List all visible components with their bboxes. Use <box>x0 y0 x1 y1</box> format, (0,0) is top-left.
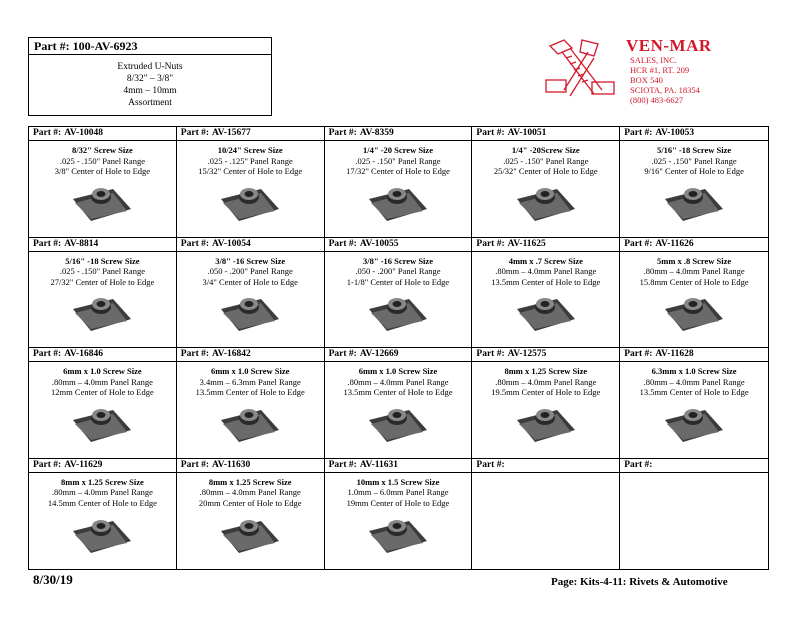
panel-range: .025 - .150" Panel Range <box>651 155 737 166</box>
part-cell <box>177 127 325 238</box>
u-nut-photo <box>29 179 176 231</box>
part-specs <box>29 252 176 288</box>
panel-range: .025 - .125" Panel Range <box>207 155 293 166</box>
brand-name: VEN-MAR <box>626 36 712 55</box>
u-nut-icon <box>659 289 729 337</box>
screw-size: 6mm x 1.0 Screw Size <box>210 366 290 376</box>
screw-size: 8mm x 1.25 Screw Size <box>61 476 144 487</box>
part-cell <box>177 459 325 570</box>
u-nut-photo <box>620 289 768 341</box>
part-specs <box>472 141 619 177</box>
header-part-label: Part #: <box>34 39 70 53</box>
part-cell <box>620 127 768 238</box>
part-number: AV-10053 <box>655 128 695 138</box>
u-nut-icon <box>215 511 285 559</box>
panel-range: .80mm – 4.0mm Panel Range <box>495 266 597 276</box>
u-nut-icon <box>511 289 581 337</box>
part-label: Part #: <box>328 238 357 249</box>
part-number-row <box>325 127 472 141</box>
u-nut-icon <box>67 179 137 227</box>
header-part-row <box>29 38 271 55</box>
part-number: AV-8359 <box>359 128 394 138</box>
hole-center: 3/8" Center of Hole to Edge <box>54 166 151 176</box>
part-number: AV-10055 <box>359 238 399 249</box>
part-cell <box>620 348 768 459</box>
part-cell <box>325 348 473 459</box>
part-number-row <box>472 127 619 141</box>
part-number: AV-11629 <box>64 459 103 470</box>
part-specs <box>325 252 472 288</box>
panel-range: .050 - .200" Panel Range <box>207 266 293 276</box>
part-number: AV-10054 <box>212 238 251 249</box>
screw-size: 8mm x 1.25 Screw Size <box>504 366 588 376</box>
u-nut-icon <box>659 400 729 448</box>
part-cell <box>29 459 177 570</box>
part-number: AV-15677 <box>212 128 251 138</box>
u-nut-icon <box>67 289 137 337</box>
description-line: Extruded U-Nuts <box>117 62 183 72</box>
part-label: Part #: <box>476 459 505 470</box>
part-number-row <box>29 238 176 252</box>
address-line: SALES, INC. <box>630 55 677 65</box>
part-cell <box>325 127 473 238</box>
u-nut-photo <box>29 400 176 452</box>
hole-center: 15.8mm Center of Hole to Edge <box>639 276 749 287</box>
part-number-row <box>472 238 619 252</box>
part-label: Part #: <box>624 238 653 249</box>
bolt-logo-icon <box>542 36 624 104</box>
part-number: AV-12669 <box>359 349 399 359</box>
part-number-row <box>620 348 768 362</box>
screw-size: 5mm x .8 Screw Size <box>656 255 732 266</box>
part-number-row <box>472 348 619 362</box>
part-label: Part #: <box>476 349 505 359</box>
screw-size: 8/32" Screw Size <box>72 145 133 155</box>
hole-center: 14.5mm Center of Hole to Edge <box>47 497 157 508</box>
address-line: (800) 483-6627 <box>630 95 684 105</box>
u-nut-icon <box>215 400 285 448</box>
part-number-row <box>620 459 768 473</box>
part-specs <box>325 362 472 398</box>
screw-size: 1/4" -20Screw Size <box>511 145 580 155</box>
u-nut-photo <box>325 289 472 341</box>
u-nut-photo <box>177 511 324 563</box>
hole-center: 27/32" Center of Hole to Edge <box>50 276 155 287</box>
screw-size: 1/4" -20 Screw Size <box>363 145 433 155</box>
hole-center: 13.5mm Center of Hole to Edge <box>343 387 453 397</box>
part-number: AV-11628 <box>655 349 694 359</box>
u-nut-photo <box>620 400 768 452</box>
panel-range: .025 - .150" Panel Range <box>59 266 145 276</box>
u-nut-icon <box>363 511 433 559</box>
part-cell <box>472 459 620 570</box>
part-label: Part #: <box>476 128 505 138</box>
part-cell <box>29 127 177 238</box>
panel-range: .025 - .150" Panel Range <box>503 155 589 166</box>
part-cell <box>472 348 620 459</box>
address-line: HCR #1, RT. 209 <box>630 65 690 75</box>
u-nut-icon <box>511 400 581 448</box>
u-nut-photo <box>29 511 176 563</box>
part-label: Part #: <box>180 238 210 249</box>
part-cell <box>177 238 325 349</box>
part-number-row <box>620 238 768 252</box>
u-nut-icon <box>215 289 285 337</box>
part-specs <box>177 141 324 177</box>
screw-size: 8mm x 1.25 Screw Size <box>208 476 292 487</box>
part-number: AV-11630 <box>212 459 251 470</box>
part-specs <box>620 362 768 398</box>
part-label: Part #: <box>624 349 653 359</box>
part-specs <box>177 252 324 288</box>
part-number-row <box>325 238 472 252</box>
part-specs <box>325 473 472 509</box>
screw-size: 5/16" -18 Screw Size <box>656 145 732 155</box>
u-nut-photo <box>325 400 472 452</box>
panel-range: .80mm – 4.0mm Panel Range <box>495 376 597 387</box>
screw-size: 3/8" -16 Screw Size <box>215 255 286 266</box>
address-line: SCIOTA, PA. 18354 <box>630 85 700 95</box>
part-label: Part #: <box>476 238 505 249</box>
description-line: 8/32" – 3/8" <box>126 74 174 84</box>
part-number: AV-8814 <box>64 238 99 249</box>
hole-center: 9/16" Center of Hole to Edge <box>644 166 744 176</box>
part-number: AV-10048 <box>64 128 103 138</box>
part-cell <box>177 348 325 459</box>
part-cell <box>472 127 620 238</box>
part-cell <box>472 238 620 349</box>
panel-range: .050 - .200" Panel Range <box>355 266 441 276</box>
u-nut-photo <box>29 289 176 341</box>
footer-page-label: Page: Kits-4-11: Rivets & Automotive <box>551 576 728 588</box>
u-nut-photo <box>620 179 768 231</box>
u-nut-photo <box>472 289 619 341</box>
part-label: Part #: <box>180 128 210 138</box>
part-label: Part #: <box>33 238 62 249</box>
screw-size: 6mm x 1.0 Screw Size <box>63 366 142 376</box>
part-specs <box>620 141 768 177</box>
u-nut-photo <box>177 179 324 231</box>
part-number: AV-16842 <box>212 349 251 359</box>
screw-size: 5/16" -18 Screw Size <box>65 255 140 266</box>
header-part-box <box>28 37 272 116</box>
header-part-number: 100-AV-6923 <box>72 39 138 53</box>
part-number-row <box>472 459 619 473</box>
panel-range: .80mm – 4.0mm Panel Range <box>347 376 449 387</box>
panel-range: .80mm – 4.0mm Panel Range <box>643 266 745 276</box>
hole-center: 19mm Center of Hole to Edge <box>346 497 450 508</box>
screw-size: 3/8" -16 Screw Size <box>363 255 433 266</box>
part-label: Part #: <box>180 459 210 470</box>
part-specs <box>177 473 324 509</box>
part-specs <box>325 141 472 177</box>
u-nut-icon <box>363 400 433 448</box>
part-specs <box>620 473 768 477</box>
company-logo <box>542 36 732 106</box>
description-line: 4mm – 10mm <box>123 86 177 96</box>
u-nut-icon <box>215 179 285 227</box>
part-number-row <box>325 459 472 473</box>
part-number-row <box>177 127 324 141</box>
part-label: Part #: <box>328 349 357 359</box>
part-number: AV-11625 <box>507 238 546 249</box>
panel-range: .80mm – 4.0mm Panel Range <box>643 376 745 387</box>
panel-range: .80mm – 4.0mm Panel Range <box>51 487 153 497</box>
u-nut-photo <box>325 179 472 231</box>
part-specs <box>472 252 619 288</box>
part-specs <box>29 362 176 398</box>
hole-center: 17/32" Center of Hole to Edge <box>346 166 450 176</box>
part-specs <box>177 362 324 398</box>
footer-date: 8/30/19 <box>33 572 73 587</box>
screw-size: 10/24" Screw Size <box>217 145 283 155</box>
u-nut-photo <box>177 400 324 452</box>
part-cell <box>620 459 768 570</box>
part-specs <box>29 473 176 509</box>
part-cell <box>325 238 473 349</box>
u-nut-photo <box>177 289 324 341</box>
part-label: Part #: <box>33 128 62 138</box>
hole-center: 25/32" Center of Hole to Edge <box>493 166 598 176</box>
description-line: Assortment <box>128 98 172 108</box>
part-specs <box>620 252 768 288</box>
hole-center: 19.5mm Center of Hole to Edge <box>491 387 601 397</box>
screw-size: 10mm x 1.5 Screw Size <box>356 476 440 487</box>
hole-center: 15/32" Center of Hole to Edge <box>198 166 303 176</box>
hole-center: 13.5mm Center of Hole to Edge <box>491 276 601 287</box>
u-nut-icon <box>363 289 433 337</box>
part-number-row <box>177 348 324 362</box>
parts-grid <box>28 126 769 570</box>
u-nut-icon <box>67 400 137 448</box>
hole-center: 20mm Center of Hole to Edge <box>198 497 302 508</box>
part-specs <box>29 141 176 177</box>
part-cell <box>620 238 768 349</box>
panel-range: .025 - .150" Panel Range <box>59 155 145 166</box>
part-label: Part #: <box>33 349 62 359</box>
panel-range: 3.4mm – 6.3mm Panel Range <box>199 376 301 387</box>
u-nut-icon <box>511 179 581 227</box>
part-label: Part #: <box>624 128 653 138</box>
u-nut-photo <box>472 400 619 452</box>
hole-center: 13.5mm Center of Hole to Edge <box>195 387 305 397</box>
panel-range: .80mm – 4.0mm Panel Range <box>199 487 301 497</box>
hole-center: 12mm Center of Hole to Edge <box>51 387 154 397</box>
part-number-row <box>29 459 176 473</box>
u-nut-icon <box>363 179 433 227</box>
screw-size: 4mm x .7 Screw Size <box>508 255 583 266</box>
screw-size: 6.3mm x 1.0 Screw Size <box>651 366 737 376</box>
part-number-row <box>177 238 324 252</box>
panel-range: .80mm – 4.0mm Panel Range <box>51 376 153 387</box>
u-nut-photo <box>472 179 619 231</box>
part-number-row <box>620 127 768 141</box>
hole-center: 13.5mm Center of Hole to Edge <box>639 387 749 397</box>
part-number-row <box>29 348 176 362</box>
part-label: Part #: <box>33 459 62 470</box>
part-number-row <box>325 348 472 362</box>
panel-range: .025 - .150" Panel Range <box>355 155 441 166</box>
part-label: Part #: <box>328 128 357 138</box>
part-cell <box>325 459 473 570</box>
hole-center: 3/4" Center of Hole to Edge <box>202 276 298 287</box>
u-nut-photo <box>325 511 472 563</box>
part-number-row <box>29 127 176 141</box>
address-line: BOX 540 <box>630 75 663 85</box>
u-nut-icon <box>659 179 729 227</box>
part-number: AV-10051 <box>507 128 547 138</box>
part-number: AV-12575 <box>507 349 547 359</box>
panel-range: 1.0mm – 6.0mm Panel Range <box>347 487 449 497</box>
part-number: AV-11631 <box>359 459 399 470</box>
part-cell <box>29 348 177 459</box>
u-nut-icon <box>67 511 137 559</box>
part-number-row <box>177 459 324 473</box>
part-label: Part #: <box>180 349 210 359</box>
part-label: Part #: <box>624 459 653 470</box>
part-number: AV-16846 <box>64 349 103 359</box>
part-label: Part #: <box>328 459 357 470</box>
hole-center: 1-1/8" Center of Hole to Edge <box>346 276 450 287</box>
part-number: AV-11626 <box>655 238 694 249</box>
screw-size: 6mm x 1.0 Screw Size <box>358 366 438 376</box>
header-description <box>29 55 271 109</box>
part-specs <box>472 473 619 477</box>
part-specs <box>472 362 619 398</box>
part-cell <box>29 238 177 349</box>
